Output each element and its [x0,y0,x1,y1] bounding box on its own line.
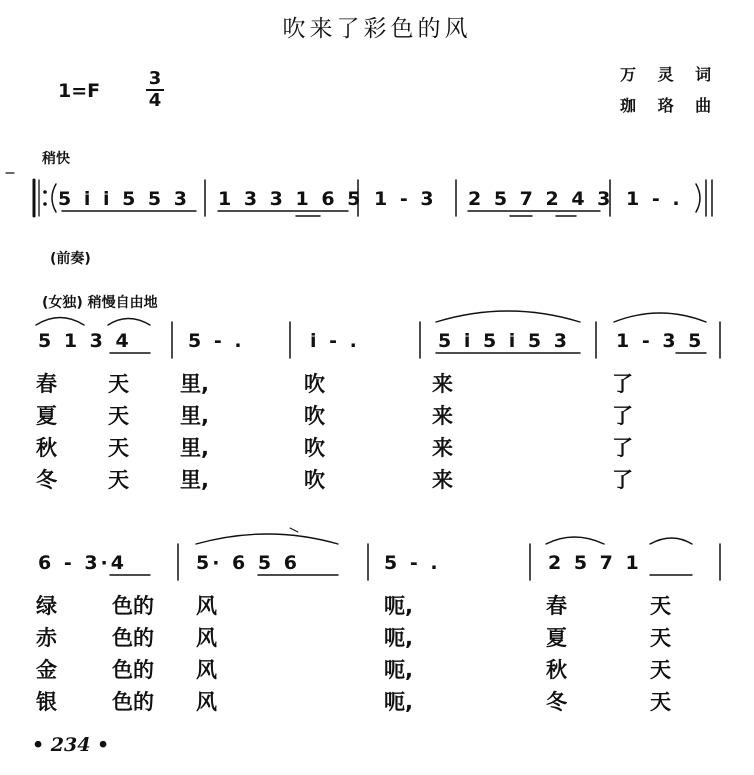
line2-measure-1: 6 - 3·4 [38,552,127,574]
lyric: 了 [612,468,633,492]
line2-measure-4: 2 5 7 1 [548,552,642,574]
lyric: 春 [36,372,57,396]
lyric: 风 [196,690,217,714]
lyric: 风 [196,594,217,618]
intro-measure-5: 1 - . [626,188,683,210]
lyric: 来 [432,404,453,428]
lyric: 春 [546,594,567,618]
lyric: 夏 [546,626,567,650]
lyric: 吹 [304,436,325,460]
slur [36,318,84,326]
composer-credit: 珈 珞 曲 [620,96,720,115]
slur [108,319,150,326]
slur [650,538,692,544]
lyric: 天 [108,404,129,428]
lyric: 里, [180,404,209,428]
lyric: 色的 [112,626,154,650]
intro-label: (前奏) [50,251,91,267]
lyric: 呃, [384,658,413,682]
lyric: 色的 [112,690,154,714]
stray-mark [290,528,298,532]
line1-measure-2: 5 - . [188,330,245,352]
lyric: 色的 [112,658,154,682]
line1-measure-5: 1 - 3 5 [616,330,705,352]
lyric: 来 [432,372,453,396]
intro-measure-2: 1 3 3 1 6 5 [218,188,364,210]
lyric: 金 [36,658,57,682]
lyric: 天 [108,372,129,396]
repeat-dot [43,190,47,194]
lyric: 天 [650,690,671,714]
line1-measure-1: 5 1 3 4 [38,330,132,352]
intro-measure-1: 5 i i 5 5 3 [58,188,190,210]
lyric: 来 [432,436,453,460]
slur [436,311,580,322]
lyric: 吹 [304,468,325,492]
lyric: 天 [650,626,671,650]
lyric: 风 [196,626,217,650]
line1-measure-4: 5 i 5 i 5 3 [438,330,570,352]
lyric: 吹 [304,404,325,428]
lyric: 里, [180,468,209,492]
lyric: 赤 [36,626,57,650]
time-signature-top: 3 [148,68,162,89]
lyric: 里, [180,436,209,460]
lyric: 里, [180,372,209,396]
repeat-dot [43,202,47,206]
close-paren [696,184,700,212]
lyric: 天 [650,658,671,682]
line2-measure-2: 5· 6 5 6 [196,552,300,574]
key-signature: 1=F [58,80,101,102]
lyric: 呃, [384,690,413,714]
line1-measure-3: i - . [310,330,360,352]
slur [196,534,338,544]
lyric: 了 [612,372,633,396]
lyric: 呃, [384,594,413,618]
line2-measure-3: 5 - . [384,552,441,574]
lyric: 色的 [112,594,154,618]
lyric: 天 [108,436,129,460]
time-signature [146,70,164,110]
lyric: 风 [196,658,217,682]
section-label: (女独) 稍慢自由地 [42,295,158,311]
lyric: 绿 [36,594,57,618]
tempo-marking: 稍快 [42,151,70,167]
page-number: • 234 • [32,734,110,756]
lyric: 冬 [546,690,567,714]
lyric: 吹 [304,372,325,396]
lyric: 银 [36,690,57,714]
slur [546,537,604,544]
song-title: 吹来了彩色的风 [282,16,472,42]
intro-measure-3: 1 - 3 [374,188,437,210]
lyric: 秋 [546,658,567,682]
lyric: 来 [432,468,453,492]
slur [614,313,706,322]
lyric: 天 [108,468,129,492]
intro-measure-4: 2 5 7 2 4 3 [468,188,614,210]
lyric: 呃, [384,626,413,650]
open-paren [52,184,56,212]
lyric: 冬 [36,468,57,492]
lyric: 了 [612,404,633,428]
lyricist-credit: 万 灵 词 [620,65,720,84]
time-signature-bottom: 4 [148,90,162,111]
lyric: 天 [650,594,671,618]
lyric: 夏 [36,404,57,428]
lyric: 了 [612,436,633,460]
lyric: 秋 [36,436,57,460]
